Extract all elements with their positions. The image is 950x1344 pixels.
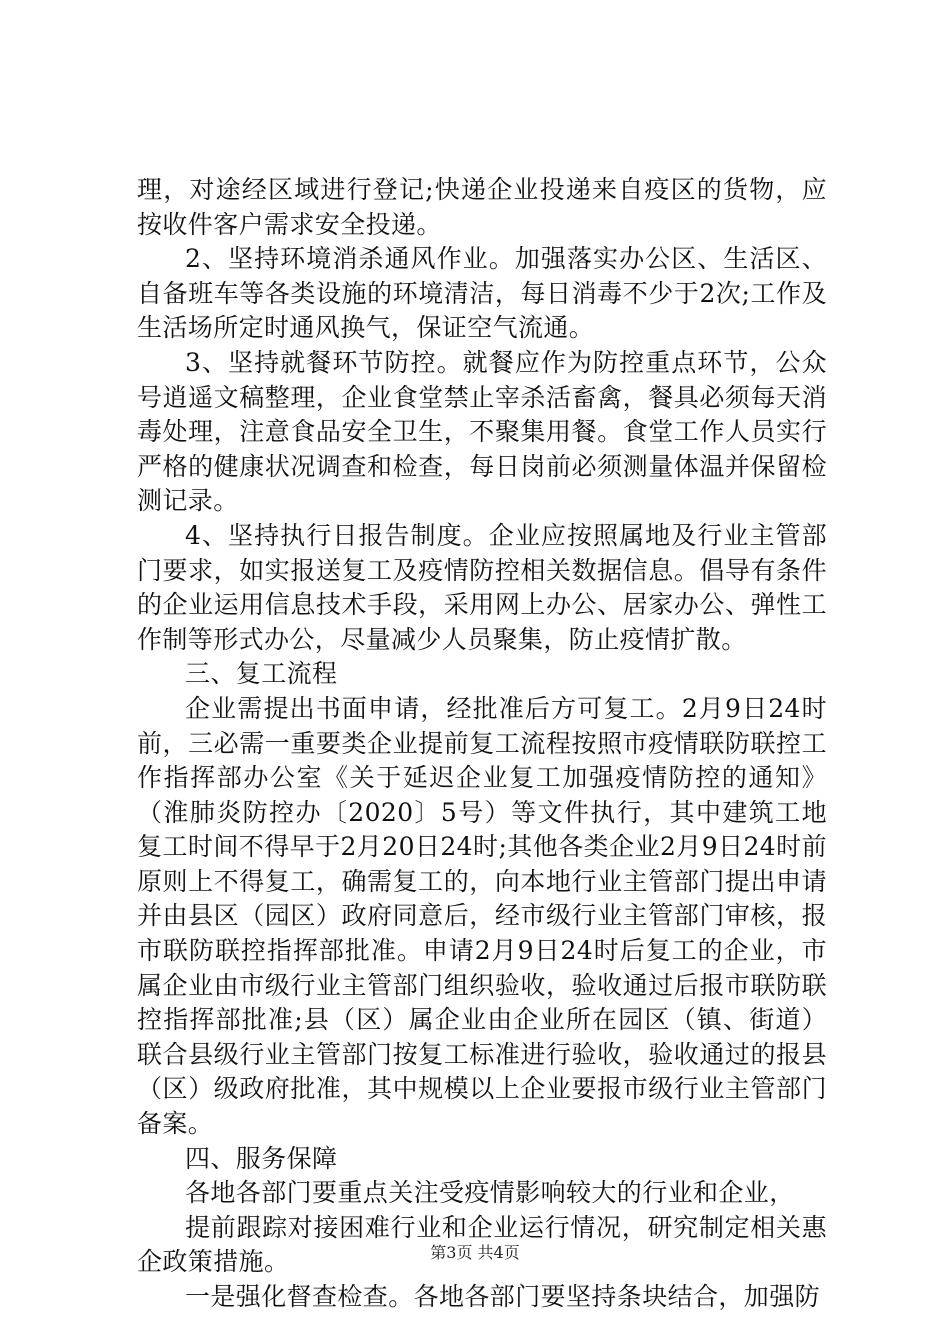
paragraph-resumption-process: 企业需提出书面申请，经批准后方可复工。2月9日24时前，三必需一重要类企业提前复工流程按照市疫情联防联控工作指挥部办公室《关于延迟企业复工加强疫情防控的通知》（淮肺炎防控办〔2020〕5号）等文件执行，其中建筑工地复工时间不得早于2月20日24时;其他各类企业2月9日24时前原则上不得复工，确需复工的，向本地行业主管部门提出申请并由县区（园区）政府同意后，经市级行业主管部门审核，报市联防联控指挥部批准。申请2月9日24时后复工的企业，市属企业由市级行业主管部门组织验收，验收通过后报市联防联控指挥部批准;县（区）属企业由企业所在园区（镇、街道）联合县级行业主管部门按复工标准进行验收，验收通过的报县（区）级政府批准，其中规模以上企业要报市级行业主管部门备案。	[137, 693, 827, 1139]
paragraph-policy: 提前跟踪对接困难行业和企业运行情况，研究制定相关惠企政策措施。	[137, 1212, 827, 1277]
paragraph-continuation: 理，对途经区域进行登记;快递企业投递来自疫区的货物，应按收件客户需求安全投递。	[137, 175, 827, 239]
section-heading-resumption-process: 三、复工流程	[185, 659, 338, 689]
document-body	[137, 173, 827, 1315]
paragraph-disinfection: 2、坚持环境消杀通风作业。加强落实办公区、生活区、自备班车等各类设施的环境清洁，每日消毒不少于2次;工作及生活场所定时通风换气，保证空气流通。	[137, 244, 827, 343]
page-footer: 第3页 共4页	[430, 1243, 520, 1262]
paragraph-daily-report: 4、坚持执行日报告制度。企业应按照属地及行业主管部门要求，如实报送复工及疫情防控相关数据信息。倡导有条件的企业运用信息技术手段，采用网上办公、居家办公、弹性工作制等形式办公，尽量减少人员聚集，防止疫情扩散。	[137, 520, 827, 654]
paragraph-dining: 3、坚持就餐环节防控。就餐应作为防控重点环节，公众号逍遥文稿整理，企业食堂禁止宰杀活畜禽，餐具必须每天消毒处理，注意食品安全卫生，不聚集用餐。食堂工作人员实行严格的健康状况调查和检查，每日岗前必须测量体温并保留检测记录。	[137, 347, 827, 516]
paragraph-supervision: 一是强化督查检查。各地各部门要坚持条块结合，加强防	[185, 1282, 821, 1311]
section-heading-service-guarantee: 四、服务保障	[185, 1143, 338, 1173]
paragraph-focus: 各地各部门要重点关注受疫情影响较大的行业和企业，	[185, 1178, 795, 1208]
